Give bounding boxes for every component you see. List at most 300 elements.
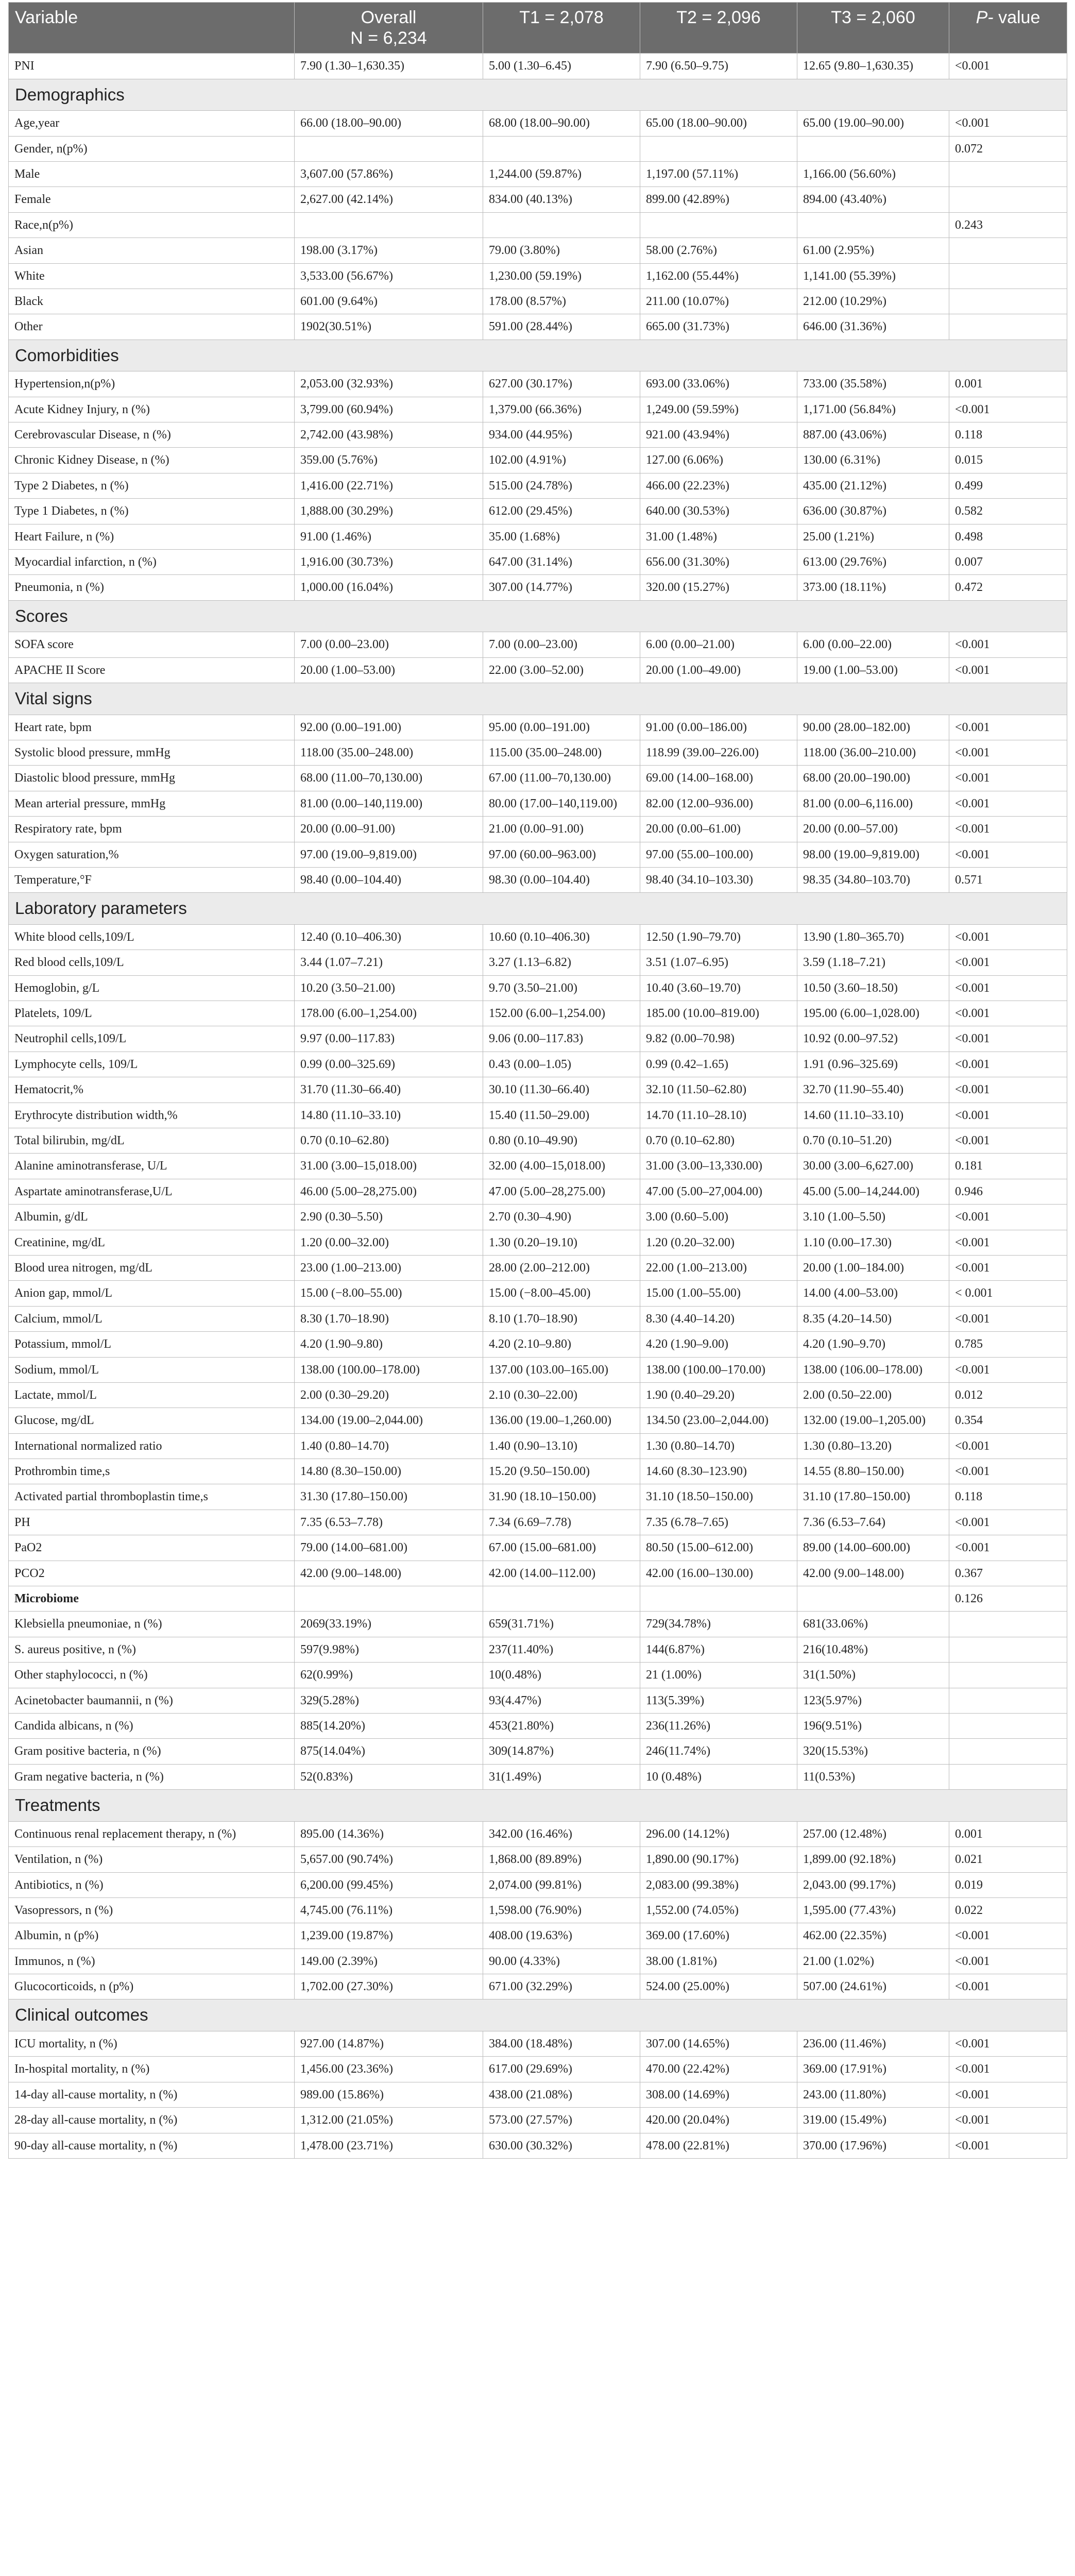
overall-cell: 2,742.00 (43.98%) bbox=[295, 422, 483, 448]
t2-cell: 0.70 (0.10–62.80) bbox=[640, 1128, 797, 1154]
t1-cell: 0.43 (0.00–1.05) bbox=[483, 1052, 640, 1077]
variable-cell: Vasopressors, n (%) bbox=[9, 1897, 295, 1923]
variable-cell: Neutrophil cells,109/L bbox=[9, 1026, 295, 1052]
p-value-cell: 0.022 bbox=[949, 1897, 1067, 1923]
overall-cell: 81.00 (0.00–140,119.00) bbox=[295, 791, 483, 816]
t1-cell: 31.90 (18.10–150.00) bbox=[483, 1484, 640, 1510]
t3-cell: 21.00 (1.02%) bbox=[797, 1948, 949, 1974]
variable-cell: PH bbox=[9, 1510, 295, 1535]
overall-cell: 2,053.00 (32.93%) bbox=[295, 371, 483, 397]
t3-cell: 11(0.53%) bbox=[797, 1764, 949, 1789]
header-p-value bbox=[949, 3, 1067, 54]
t1-cell: 10(0.48%) bbox=[483, 1663, 640, 1688]
table-row bbox=[9, 632, 1067, 657]
t1-cell: 934.00 (44.95%) bbox=[483, 422, 640, 448]
t3-cell: 31(1.50%) bbox=[797, 1663, 949, 1688]
overall-cell: 359.00 (5.76%) bbox=[295, 448, 483, 473]
p-value-cell bbox=[949, 263, 1067, 289]
p-value-cell bbox=[949, 1764, 1067, 1789]
p-value-cell: 0.126 bbox=[949, 1586, 1067, 1612]
p-value-cell: <0.001 bbox=[949, 2133, 1067, 2158]
variable-cell: Alanine aminotransferase, U/L bbox=[9, 1154, 295, 1179]
section-header-row bbox=[9, 79, 1067, 111]
t3-cell: 61.00 (2.95%) bbox=[797, 238, 949, 263]
t2-cell bbox=[640, 1586, 797, 1612]
p-value-cell: 0.571 bbox=[949, 867, 1067, 892]
overall-cell: 5,657.00 (90.74%) bbox=[295, 1847, 483, 1872]
t1-cell: 515.00 (24.78%) bbox=[483, 473, 640, 498]
variable-cell: Microbiome bbox=[9, 1586, 295, 1612]
t3-cell: 6.00 (0.00–22.00) bbox=[797, 632, 949, 657]
table-row bbox=[9, 2133, 1067, 2158]
header-p-rest: value bbox=[993, 8, 1040, 27]
variable-cell: White bbox=[9, 263, 295, 289]
table-row bbox=[9, 1459, 1067, 1484]
p-value-cell: 0.001 bbox=[949, 371, 1067, 397]
p-value-cell: <0.001 bbox=[949, 2082, 1067, 2107]
t1-cell: 9.70 (3.50–21.00) bbox=[483, 975, 640, 1001]
t2-cell: 7.35 (6.78–7.65) bbox=[640, 1510, 797, 1535]
table-row bbox=[9, 1205, 1067, 1230]
overall-cell: 1.20 (0.00–32.00) bbox=[295, 1230, 483, 1255]
overall-cell: 1,702.00 (27.30%) bbox=[295, 1974, 483, 1999]
p-value-cell: 0.019 bbox=[949, 1872, 1067, 1897]
t1-cell: 671.00 (32.29%) bbox=[483, 1974, 640, 1999]
section-title: Comorbidities bbox=[9, 340, 1067, 371]
variable-cell: Pneumonia, n (%) bbox=[9, 575, 295, 600]
p-value-cell: 0.785 bbox=[949, 1332, 1067, 1357]
t3-cell: 20.00 (0.00–57.00) bbox=[797, 817, 949, 842]
t1-cell: 178.00 (8.57%) bbox=[483, 289, 640, 314]
overall-cell: 1,312.00 (21.05%) bbox=[295, 2108, 483, 2133]
t2-cell: 1,249.00 (59.59%) bbox=[640, 397, 797, 422]
t1-cell: 1,379.00 (66.36%) bbox=[483, 397, 640, 422]
overall-cell: 1.40 (0.80–14.70) bbox=[295, 1433, 483, 1459]
overall-cell: 329(5.28%) bbox=[295, 1688, 483, 1713]
p-value-cell: <0.001 bbox=[949, 1103, 1067, 1128]
t3-cell: 320(15.53%) bbox=[797, 1739, 949, 1764]
overall-cell: 3.44 (1.07–7.21) bbox=[295, 950, 483, 975]
t1-cell: 453(21.80%) bbox=[483, 1714, 640, 1739]
t2-cell: 524.00 (25.00%) bbox=[640, 1974, 797, 1999]
t1-cell: 627.00 (30.17%) bbox=[483, 371, 640, 397]
table-row bbox=[9, 1357, 1067, 1382]
overall-cell: 178.00 (6.00–1,254.00) bbox=[295, 1001, 483, 1026]
t3-cell: 887.00 (43.06%) bbox=[797, 422, 949, 448]
table-row bbox=[9, 111, 1067, 136]
t2-cell: 320.00 (15.27%) bbox=[640, 575, 797, 600]
t3-cell: 14.00 (4.00–53.00) bbox=[797, 1281, 949, 1306]
variable-cell: Temperature,°F bbox=[9, 867, 295, 892]
t3-cell: 90.00 (28.00–182.00) bbox=[797, 715, 949, 740]
t1-cell: 617.00 (29.69%) bbox=[483, 2057, 640, 2082]
t2-cell: 15.00 (1.00–55.00) bbox=[640, 1281, 797, 1306]
t2-cell: 113(5.39%) bbox=[640, 1688, 797, 1713]
table-row bbox=[9, 1179, 1067, 1204]
table-row bbox=[9, 1382, 1067, 1408]
variable-cell: Gender, n(p%) bbox=[9, 136, 295, 161]
t1-cell: 97.00 (60.00–963.00) bbox=[483, 842, 640, 867]
overall-cell: 31.70 (11.30–66.40) bbox=[295, 1077, 483, 1103]
t1-cell: 80.00 (17.00–140,119.00) bbox=[483, 791, 640, 816]
t2-cell: 308.00 (14.69%) bbox=[640, 2082, 797, 2107]
overall-cell: 62(0.99%) bbox=[295, 1663, 483, 1688]
variable-cell: Chronic Kidney Disease, n (%) bbox=[9, 448, 295, 473]
variable-cell: Calcium, mmol/L bbox=[9, 1306, 295, 1331]
variable-cell: ICU mortality, n (%) bbox=[9, 2031, 295, 2057]
overall-cell: 1,000.00 (16.04%) bbox=[295, 575, 483, 600]
p-value-cell: <0.001 bbox=[949, 740, 1067, 766]
t2-cell: 10 (0.48%) bbox=[640, 1764, 797, 1789]
overall-cell: 14.80 (8.30–150.00) bbox=[295, 1459, 483, 1484]
overall-cell: 10.20 (3.50–21.00) bbox=[295, 975, 483, 1001]
table-row bbox=[9, 54, 1067, 79]
t3-cell: 507.00 (24.61%) bbox=[797, 1974, 949, 1999]
t3-cell: 196(9.51%) bbox=[797, 1714, 949, 1739]
t2-cell: 420.00 (20.04%) bbox=[640, 2108, 797, 2133]
header-variable: Variable bbox=[9, 3, 295, 54]
overall-cell: 1,916.00 (30.73%) bbox=[295, 549, 483, 574]
t1-cell: 4.20 (2.10–9.80) bbox=[483, 1332, 640, 1357]
overall-cell: 1902(30.51%) bbox=[295, 314, 483, 340]
p-value-cell: <0.001 bbox=[949, 817, 1067, 842]
p-value-cell: <0.001 bbox=[949, 715, 1067, 740]
overall-cell: 885(14.20%) bbox=[295, 1714, 483, 1739]
variable-cell: Albumin, n (p%) bbox=[9, 1923, 295, 1948]
t3-cell: 243.00 (11.80%) bbox=[797, 2082, 949, 2107]
t2-cell: 1.20 (0.20–32.00) bbox=[640, 1230, 797, 1255]
t1-cell bbox=[483, 136, 640, 161]
t2-cell: 98.40 (34.10–103.30) bbox=[640, 867, 797, 892]
variable-cell: Race,n(p%) bbox=[9, 212, 295, 238]
t2-cell: 20.00 (1.00–49.00) bbox=[640, 657, 797, 683]
t1-cell: 5.00 (1.30–6.45) bbox=[483, 54, 640, 79]
section-header-row bbox=[9, 893, 1067, 925]
t1-cell: 98.30 (0.00–104.40) bbox=[483, 867, 640, 892]
variable-cell: Red blood cells,109/L bbox=[9, 950, 295, 975]
section-title: Clinical outcomes bbox=[9, 1999, 1067, 2031]
t2-cell: 693.00 (33.06%) bbox=[640, 371, 797, 397]
section-title: Laboratory parameters bbox=[9, 893, 1067, 925]
t3-cell: 1.91 (0.96–325.69) bbox=[797, 1052, 949, 1077]
t2-cell: 22.00 (1.00–213.00) bbox=[640, 1255, 797, 1280]
p-value-cell: 0.472 bbox=[949, 575, 1067, 600]
p-value-cell: 0.354 bbox=[949, 1408, 1067, 1433]
t2-cell: 1,197.00 (57.11%) bbox=[640, 161, 797, 187]
variable-cell: PaO2 bbox=[9, 1535, 295, 1561]
table-row bbox=[9, 371, 1067, 397]
table-row bbox=[9, 1764, 1067, 1789]
t1-cell: 0.80 (0.10–49.90) bbox=[483, 1128, 640, 1154]
t3-cell: 10.50 (3.60–18.50) bbox=[797, 975, 949, 1001]
overall-cell: 2,627.00 (42.14%) bbox=[295, 187, 483, 212]
t2-cell: 20.00 (0.00–61.00) bbox=[640, 817, 797, 842]
variable-cell: 14-day all-cause mortality, n (%) bbox=[9, 2082, 295, 2107]
variable-cell: Type 1 Diabetes, n (%) bbox=[9, 499, 295, 524]
table-row bbox=[9, 1306, 1067, 1331]
overall-cell: 31.00 (3.00–15,018.00) bbox=[295, 1154, 483, 1179]
t3-cell: 98.35 (34.80–103.70) bbox=[797, 867, 949, 892]
p-value-cell: <0.001 bbox=[949, 657, 1067, 683]
table-row bbox=[9, 187, 1067, 212]
t3-cell: 894.00 (43.40%) bbox=[797, 187, 949, 212]
t1-cell: 834.00 (40.13%) bbox=[483, 187, 640, 212]
variable-cell: S. aureus positive, n (%) bbox=[9, 1637, 295, 1662]
t1-cell: 67.00 (15.00–681.00) bbox=[483, 1535, 640, 1561]
t3-cell: 369.00 (17.91%) bbox=[797, 2057, 949, 2082]
p-value-cell: <0.001 bbox=[949, 1001, 1067, 1026]
variable-cell: Platelets, 109/L bbox=[9, 1001, 295, 1026]
table-row bbox=[9, 924, 1067, 950]
t2-cell: 31.00 (1.48%) bbox=[640, 524, 797, 549]
p-value-cell: 0.012 bbox=[949, 1382, 1067, 1408]
overall-cell: 42.00 (9.00–148.00) bbox=[295, 1561, 483, 1586]
table-row bbox=[9, 766, 1067, 791]
variable-cell: Male bbox=[9, 161, 295, 187]
t3-cell: 3.10 (1.00–5.50) bbox=[797, 1205, 949, 1230]
t2-cell: 2,083.00 (99.38%) bbox=[640, 1872, 797, 1897]
p-value-cell: 0.582 bbox=[949, 499, 1067, 524]
t2-cell: 65.00 (18.00–90.00) bbox=[640, 111, 797, 136]
overall-cell bbox=[295, 136, 483, 161]
t3-cell: 8.35 (4.20–14.50) bbox=[797, 1306, 949, 1331]
t2-cell: 47.00 (5.00–27,004.00) bbox=[640, 1179, 797, 1204]
p-value-cell bbox=[949, 289, 1067, 314]
t3-cell: 646.00 (31.36%) bbox=[797, 314, 949, 340]
variable-cell: Heart rate, bpm bbox=[9, 715, 295, 740]
p-value-cell: <0.001 bbox=[949, 2031, 1067, 2057]
t3-cell: 4.20 (1.90–9.70) bbox=[797, 1332, 949, 1357]
t2-cell: 466.00 (22.23%) bbox=[640, 473, 797, 498]
table-row bbox=[9, 2031, 1067, 2057]
p-value-cell: 0.072 bbox=[949, 136, 1067, 161]
t3-cell: 2.00 (0.50–22.00) bbox=[797, 1382, 949, 1408]
t2-cell: 478.00 (22.81%) bbox=[640, 2133, 797, 2158]
table-row bbox=[9, 842, 1067, 867]
table-row bbox=[9, 1847, 1067, 1872]
variable-cell: Lactate, mmol/L bbox=[9, 1382, 295, 1408]
table-row bbox=[9, 314, 1067, 340]
p-value-cell: <0.001 bbox=[949, 1077, 1067, 1103]
t3-cell: 20.00 (1.00–184.00) bbox=[797, 1255, 949, 1280]
variable-cell: In-hospital mortality, n (%) bbox=[9, 2057, 295, 2082]
p-value-cell: <0.001 bbox=[949, 924, 1067, 950]
t3-cell: 123(5.97%) bbox=[797, 1688, 949, 1713]
t3-cell: 65.00 (19.00–90.00) bbox=[797, 111, 949, 136]
t1-cell: 573.00 (27.57%) bbox=[483, 2108, 640, 2133]
table-row bbox=[9, 422, 1067, 448]
t2-cell: 7.90 (6.50–9.75) bbox=[640, 54, 797, 79]
p-value-cell bbox=[949, 1739, 1067, 1764]
t1-cell: 1,868.00 (89.89%) bbox=[483, 1847, 640, 1872]
overall-cell: 46.00 (5.00–28,275.00) bbox=[295, 1179, 483, 1204]
table-row bbox=[9, 740, 1067, 766]
overall-cell: 91.00 (1.46%) bbox=[295, 524, 483, 549]
overall-cell: 3,799.00 (60.94%) bbox=[295, 397, 483, 422]
table-row bbox=[9, 524, 1067, 549]
t1-cell: 47.00 (5.00–28,275.00) bbox=[483, 1179, 640, 1204]
t3-cell: 1,166.00 (56.60%) bbox=[797, 161, 949, 187]
t3-cell: 98.00 (19.00–9,819.00) bbox=[797, 842, 949, 867]
table-row bbox=[9, 657, 1067, 683]
p-value-cell: <0.001 bbox=[949, 111, 1067, 136]
t2-cell: 69.00 (14.00–168.00) bbox=[640, 766, 797, 791]
table-row bbox=[9, 289, 1067, 314]
p-value-cell: 0.118 bbox=[949, 422, 1067, 448]
variable-cell: Gram positive bacteria, n (%) bbox=[9, 1739, 295, 1764]
t1-cell bbox=[483, 1586, 640, 1612]
t3-cell: 130.00 (6.31%) bbox=[797, 448, 949, 473]
t1-cell: 1.30 (0.20–19.10) bbox=[483, 1230, 640, 1255]
t1-cell: 102.00 (4.91%) bbox=[483, 448, 640, 473]
t2-cell: 1,890.00 (90.17%) bbox=[640, 1847, 797, 1872]
overall-cell: 1,239.00 (19.87%) bbox=[295, 1923, 483, 1948]
variable-cell: Glucocorticoids, n (p%) bbox=[9, 1974, 295, 1999]
overall-cell: 4.20 (1.90–9.80) bbox=[295, 1332, 483, 1357]
variable-cell: Other bbox=[9, 314, 295, 340]
section-header-row bbox=[9, 1790, 1067, 1822]
t2-cell: 118.99 (39.00–226.00) bbox=[640, 740, 797, 766]
variable-cell: Type 2 Diabetes, n (%) bbox=[9, 473, 295, 498]
p-value-cell: <0.001 bbox=[949, 2057, 1067, 2082]
t2-cell: 185.00 (10.00–819.00) bbox=[640, 1001, 797, 1026]
t1-cell: 31(1.49%) bbox=[483, 1764, 640, 1789]
t3-cell: 319.00 (15.49%) bbox=[797, 2108, 949, 2133]
t2-cell: 144(6.87%) bbox=[640, 1637, 797, 1662]
t3-cell: 25.00 (1.21%) bbox=[797, 524, 949, 549]
section-title: Treatments bbox=[9, 1790, 1067, 1822]
t2-cell bbox=[640, 136, 797, 161]
t2-cell: 31.00 (3.00–13,330.00) bbox=[640, 1154, 797, 1179]
t3-cell: 236.00 (11.46%) bbox=[797, 2031, 949, 2057]
header-overall-label: Overall bbox=[361, 8, 417, 27]
overall-cell bbox=[295, 212, 483, 238]
table-row bbox=[9, 1923, 1067, 1948]
overall-cell: 14.80 (11.10–33.10) bbox=[295, 1103, 483, 1128]
t1-cell: 612.00 (29.45%) bbox=[483, 499, 640, 524]
variable-cell: Glucose, mg/dL bbox=[9, 1408, 295, 1433]
overall-cell: 3,607.00 (57.86%) bbox=[295, 161, 483, 187]
overall-cell: 1,456.00 (23.36%) bbox=[295, 2057, 483, 2082]
table-row bbox=[9, 715, 1067, 740]
overall-cell: 15.00 (−8.00–55.00) bbox=[295, 1281, 483, 1306]
p-value-cell: <0.001 bbox=[949, 1974, 1067, 1999]
t1-cell: 93(4.47%) bbox=[483, 1688, 640, 1713]
t2-cell bbox=[640, 212, 797, 238]
p-value-cell: <0.001 bbox=[949, 1026, 1067, 1052]
t3-cell: 14.60 (11.10–33.10) bbox=[797, 1103, 949, 1128]
p-value-cell: <0.001 bbox=[949, 1433, 1067, 1459]
t2-cell: 921.00 (43.94%) bbox=[640, 422, 797, 448]
t2-cell: 236(11.26%) bbox=[640, 1714, 797, 1739]
t2-cell: 470.00 (22.42%) bbox=[640, 2057, 797, 2082]
overall-cell: 2.90 (0.30–5.50) bbox=[295, 1205, 483, 1230]
t2-cell: 21 (1.00%) bbox=[640, 1663, 797, 1688]
t2-cell: 246(11.74%) bbox=[640, 1739, 797, 1764]
t1-cell: 42.00 (14.00–112.00) bbox=[483, 1561, 640, 1586]
variable-cell: Candida albicans, n (%) bbox=[9, 1714, 295, 1739]
t2-cell: 729(34.78%) bbox=[640, 1612, 797, 1637]
variable-cell: APACHE II Score bbox=[9, 657, 295, 683]
table-row bbox=[9, 1077, 1067, 1103]
t3-cell: 12.65 (9.80–1,630.35) bbox=[797, 54, 949, 79]
p-value-cell: <0.001 bbox=[949, 397, 1067, 422]
variable-cell: Heart Failure, n (%) bbox=[9, 524, 295, 549]
overall-cell: 927.00 (14.87%) bbox=[295, 2031, 483, 2057]
variable-cell: Sodium, mmol/L bbox=[9, 1357, 295, 1382]
table-body bbox=[9, 54, 1067, 2159]
table-row bbox=[9, 1897, 1067, 1923]
table-row bbox=[9, 1637, 1067, 1662]
p-value-cell: 0.007 bbox=[949, 549, 1067, 574]
t3-cell: 19.00 (1.00–53.00) bbox=[797, 657, 949, 683]
variable-cell: Hematocrit,% bbox=[9, 1077, 295, 1103]
table-row bbox=[9, 2057, 1067, 2082]
t1-cell: 22.00 (3.00–52.00) bbox=[483, 657, 640, 683]
table-row bbox=[9, 1821, 1067, 1846]
t1-cell: 630.00 (30.32%) bbox=[483, 2133, 640, 2158]
overall-cell: 198.00 (3.17%) bbox=[295, 238, 483, 263]
p-value-cell: <0.001 bbox=[949, 1923, 1067, 1948]
overall-cell: 9.97 (0.00–117.83) bbox=[295, 1026, 483, 1052]
variable-cell: Immunos, n (%) bbox=[9, 1948, 295, 1974]
overall-cell: 7.35 (6.53–7.78) bbox=[295, 1510, 483, 1535]
t1-cell: 35.00 (1.68%) bbox=[483, 524, 640, 549]
overall-cell bbox=[295, 1586, 483, 1612]
table-row bbox=[9, 1714, 1067, 1739]
t3-cell: 0.70 (0.10–51.20) bbox=[797, 1128, 949, 1154]
p-value-cell: 0.946 bbox=[949, 1179, 1067, 1204]
overall-cell: 20.00 (0.00–91.00) bbox=[295, 817, 483, 842]
overall-cell: 4,745.00 (76.11%) bbox=[295, 1897, 483, 1923]
variable-cell: 90-day all-cause mortality, n (%) bbox=[9, 2133, 295, 2158]
overall-cell: 12.40 (0.10–406.30) bbox=[295, 924, 483, 950]
table-row bbox=[9, 1739, 1067, 1764]
section-header-row bbox=[9, 683, 1067, 715]
header-t3: T3 = 2,060 bbox=[797, 3, 949, 54]
variable-cell: Erythrocyte distribution width,% bbox=[9, 1103, 295, 1128]
t3-cell: 1.30 (0.80–13.20) bbox=[797, 1433, 949, 1459]
table-row bbox=[9, 1255, 1067, 1280]
variable-cell: Respiratory rate, bpm bbox=[9, 817, 295, 842]
overall-cell: 597(9.98%) bbox=[295, 1637, 483, 1662]
variable-cell: Continuous renal replacement therapy, n (%) bbox=[9, 1821, 295, 1846]
table-row bbox=[9, 238, 1067, 263]
variable-cell: Prothrombin time,s bbox=[9, 1459, 295, 1484]
t3-cell: 68.00 (20.00–190.00) bbox=[797, 766, 949, 791]
p-value-cell bbox=[949, 161, 1067, 187]
p-value-cell: 0.498 bbox=[949, 524, 1067, 549]
overall-cell: 118.00 (35.00–248.00) bbox=[295, 740, 483, 766]
t2-cell: 14.60 (8.30–123.90) bbox=[640, 1459, 797, 1484]
t2-cell: 14.70 (11.10–28.10) bbox=[640, 1103, 797, 1128]
t3-cell: 462.00 (22.35%) bbox=[797, 1923, 949, 1948]
t1-cell: 137.00 (103.00–165.00) bbox=[483, 1357, 640, 1382]
table-row bbox=[9, 1872, 1067, 1897]
t2-cell: 138.00 (100.00–170.00) bbox=[640, 1357, 797, 1382]
t1-cell: 1,598.00 (76.90%) bbox=[483, 1897, 640, 1923]
table-row bbox=[9, 1586, 1067, 1612]
t3-cell: 636.00 (30.87%) bbox=[797, 499, 949, 524]
t3-cell: 1,899.00 (92.18%) bbox=[797, 1847, 949, 1872]
t1-cell: 115.00 (35.00–248.00) bbox=[483, 740, 640, 766]
table-row bbox=[9, 161, 1067, 187]
overall-cell: 6,200.00 (99.45%) bbox=[295, 1872, 483, 1897]
table-row bbox=[9, 397, 1067, 422]
t2-cell: 31.10 (18.50–150.00) bbox=[640, 1484, 797, 1510]
p-value-cell: <0.001 bbox=[949, 842, 1067, 867]
p-value-cell bbox=[949, 1714, 1067, 1739]
